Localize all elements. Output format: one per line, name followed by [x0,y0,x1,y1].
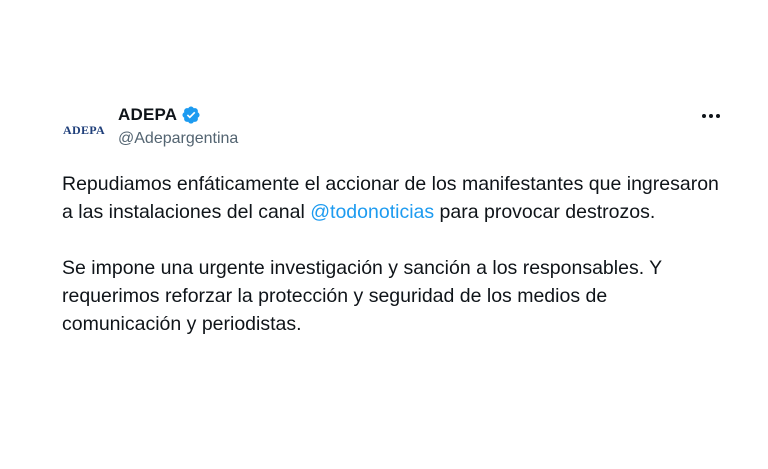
more-options-icon[interactable] [698,106,724,126]
tweet-text-part: para provocar destrozos. [434,201,656,223]
author-display-name[interactable]: ADEPA [118,105,178,124]
author-name-row [118,105,201,125]
avatar-logo-text: ADEPA [63,122,105,137]
tweet-text [62,170,722,338]
tweet-paragraph-2: Se impone una urgente investigación y sanción a los responsables. Y requerimos reforzar la protección y seguridad de los medios de comunicación y periodistas. [62,257,662,335]
verified-badge-icon [181,105,201,125]
tweet-paragraph-1 [62,170,722,226]
avatar[interactable] [58,104,110,156]
mention-link[interactable]: @todonoticias [310,201,435,223]
tweet-text-part: Repudiamos enfáticamente el accionar de los manifestantes que ingresaron a las instalaciones del canal [62,173,719,223]
author-handle[interactable]: @Adepargentina [118,130,239,147]
